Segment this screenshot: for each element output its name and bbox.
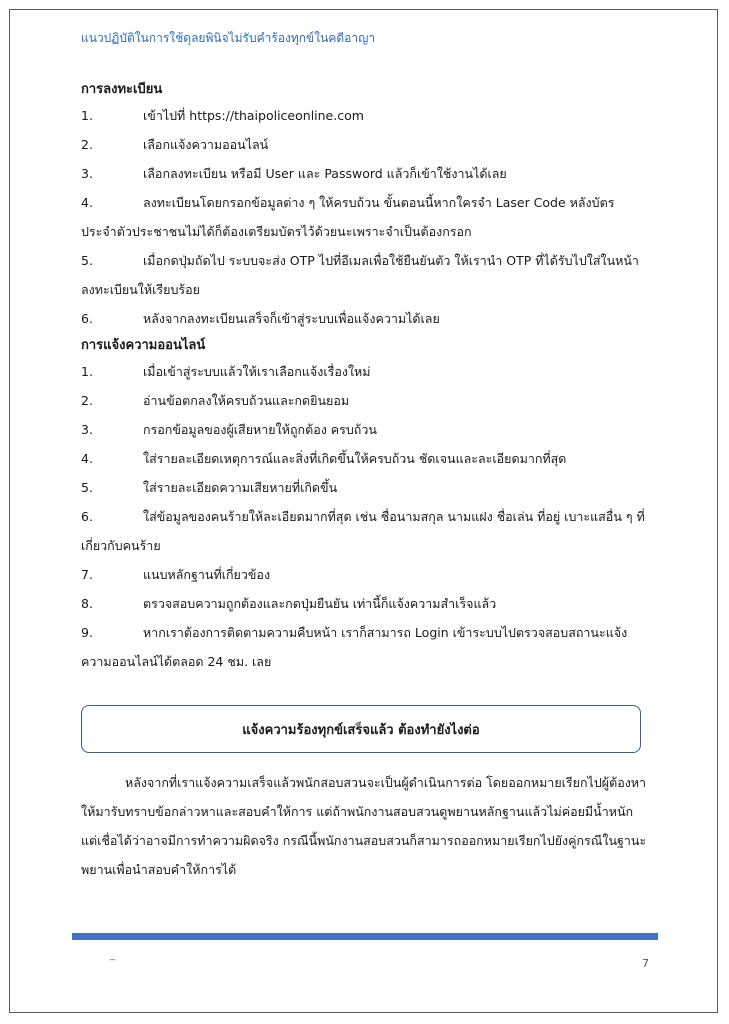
list-item <box>81 560 649 589</box>
callout-box <box>81 705 641 753</box>
list-item <box>81 589 649 618</box>
footer-rule <box>72 933 658 940</box>
list-item-text: ใส่ข้อมูลของคนร้ายให้ละเอียดมากที่สุด เช่น ชื่อนามสกุล นามแฝง ชื่อเล่น ที่อยู่ เบาะแสอื่น ๆ ที่เกี่ยวกับคนร้าย <box>81 509 645 553</box>
list-item-number: 1. <box>81 364 93 379</box>
list-item-text: ตรวจสอบความถูกต้องและกดปุ่มยืนยัน เท่านี้ก็แจ้งความสำเร็จแล้ว <box>143 596 497 611</box>
running-header: แนวปฏิบัติในการใช้ดุลยพินิจไม่รับคำร้องทุกข์ในคดีอาญา <box>81 31 376 45</box>
registration-heading: การลงทะเบียน <box>81 82 163 97</box>
list-item-text: ใส่รายละเอียดความเสียหายที่เกิดขึ้น <box>143 480 338 495</box>
list-item <box>81 386 649 415</box>
list-item-text: กรอกข้อมูลของผู้เสียหายให้ถูกต้อง ครบถ้วน <box>143 422 377 437</box>
list-item-text: เมื่อกดปุ่มถัดไป ระบบจะส่ง OTP ไปที่อีเมลเพื่อใช้ยืนยันตัว ให้เรานำ OTP ที่ได้รับไปใส่ในหน้าลงทะเบียนให้เรียบร้อย <box>81 253 639 297</box>
list-item-number: 4. <box>81 195 93 210</box>
list-item-text: เลือกแจ้งความออนไลน์ <box>143 137 269 152</box>
list-item <box>81 473 649 502</box>
online-report-heading: การแจ้งความออนไลน์ <box>81 338 206 353</box>
list-item-number: 9. <box>81 625 93 640</box>
list-item-number: 2. <box>81 137 93 152</box>
list-item <box>81 618 649 676</box>
list-item-number: 1. <box>81 108 93 123</box>
list-item <box>81 357 649 386</box>
list-item-number: 4. <box>81 451 93 466</box>
list-item-number: 7. <box>81 567 93 582</box>
list-item-number: 5. <box>81 253 93 268</box>
list-item-text: หากเราต้องการติดตามความคืบหน้า เราก็สามารถ Login เข้าระบบไปตรวจสอบสถานะแจ้งความออนไลน์ได้ตลอด 24 ชม. เลย <box>81 625 628 669</box>
list-item-number: 5. <box>81 480 93 495</box>
callout-text: แจ้งความร้องทุกข์เสร็จแล้ว ต้องทำยังไงต่อ <box>242 722 480 738</box>
page-number: 7 <box>642 957 649 970</box>
list-item-number: 6. <box>81 509 93 524</box>
registration-steps <box>81 101 649 333</box>
list-item-number: 6. <box>81 311 93 326</box>
list-item-text: หลังจากลงทะเบียนเสร็จก็เข้าสู่ระบบเพื่อแจ้งความได้เลย <box>143 311 440 326</box>
list-item-text: เลือกลงทะเบียน หรือมี User และ Password แล้วก็เข้าใช้งานได้เลย <box>143 166 507 181</box>
list-item <box>81 502 649 560</box>
list-item-text: เข้าไปที่ https://thaipoliceonline.com <box>143 108 364 123</box>
list-item-text: เมื่อเข้าสู่ระบบแล้วให้เราเลือกแจ้งเรื่องใหม่ <box>143 364 371 379</box>
list-item-text: ใส่รายละเอียดเหตุการณ์และสิ่งที่เกิดขึ้นให้ครบถ้วน ชัดเจนและละเอียดมากที่สุด <box>143 451 567 466</box>
list-item-text: อ่านข้อตกลงให้ครบถ้วนและกดยินยอม <box>143 393 350 408</box>
list-item <box>81 415 649 444</box>
list-item-number: 8. <box>81 596 93 611</box>
list-item-number: 3. <box>81 422 93 437</box>
list-item-text: แนบหลักฐานที่เกี่ยวข้อง <box>143 567 271 582</box>
footer-dash: _ <box>110 950 115 961</box>
list-item <box>81 246 649 304</box>
list-item <box>81 130 649 159</box>
list-item <box>81 101 649 130</box>
list-item-text: ลงทะเบียนโดยกรอกข้อมูลต่าง ๆ ให้ครบถ้วน ขั้นตอนนี้หากใครจำ Laser Code หลังบัตรประจำตัวประชาชนไม่ได้ก็ต้องเตรียมบัตรไว้ด้วยนะเพราะจำเป็นต้องกรอก <box>81 195 615 239</box>
list-item <box>81 188 649 246</box>
list-item <box>81 304 649 333</box>
list-item <box>81 444 649 473</box>
online-report-steps <box>81 357 649 676</box>
list-item-number: 2. <box>81 393 93 408</box>
list-item <box>81 159 649 188</box>
main-content <box>81 79 649 676</box>
list-item-number: 3. <box>81 166 93 181</box>
body-paragraph: หลังจากที่เราแจ้งความเสร็จแล้วพนักสอบสวนจะเป็นผู้ดำเนินการต่อ โดยออกหมายเรียกไปผู้ต้องหาให้มารับทราบข้อกล่าวหาและสอบคำให้การ แต่ถ้าพนักงานสอบสวนดูพยานหลักฐานแล้วไม่ค่อยมีน้ำหนัก แต่เชื่อได้ว่าอาจมีการทำความผิดจริง กรณีนี้พนักงานสอบสวนก็สามารถออกหมายเรียกไปยังคู่กรณีในฐานะพยานเพื่อนำสอบคำให้การได้ <box>81 775 647 877</box>
